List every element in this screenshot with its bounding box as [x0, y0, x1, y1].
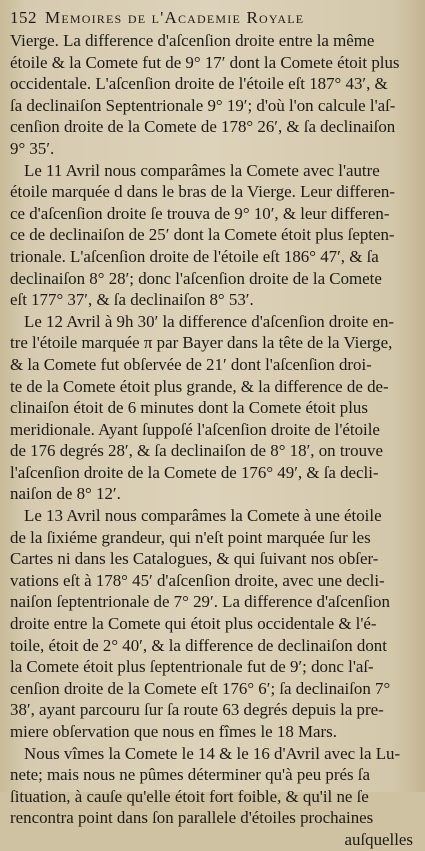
- text-line: cenſion droite de la Comete eſt 176° 6′; ſa declinaiſon 7°: [10, 678, 391, 698]
- text-line: naiſon de 8° 12′.: [10, 484, 121, 504]
- text-line: Le 11 Avril nous comparâmes la Comete avec l'autre: [24, 160, 380, 180]
- text-line: Cartes ni dans les Catalogues, & qui ſuivant nos obſer-: [10, 549, 379, 569]
- text-line: 38′, ayant parcouru ſur ſa route 63 degrés depuis la pre-: [10, 700, 384, 720]
- text-line: l'aſcenſion droite de la Comete de 176° 49′, & ſa decli-: [10, 462, 379, 482]
- text-line: cenſion droite de la Comete de 178° 26′, & ſa declinaiſon: [10, 117, 396, 137]
- text-line: ſituation, à cauſe qu'elle étoit fort foible, & qu'il ne ſe: [10, 786, 369, 806]
- text-line: ce de declinaiſon de 25′ dont la Comete étoit plus ſepten-: [10, 225, 395, 245]
- text-line: rencontra point dans ſon parallele d'étoiles prochaines: [10, 808, 374, 828]
- text-line: de la ſixiéme grandeur, qui n'eſt point marquée ſur les: [10, 527, 371, 547]
- page-header: [10, 8, 413, 28]
- text-line: te de la Comete étoit plus grande, & la difference de de-: [10, 376, 389, 396]
- text-line: Le 12 Avril à 9h 30′ la difference d'aſcenſion droite en-: [24, 311, 395, 331]
- text-line: étoile & la Comete fut de 9° 17′ dont la Comete étoit plus: [10, 52, 400, 72]
- text-line: de 176 degrés 28′, & ſa declinaiſon de 8° 18′, on trouve: [10, 441, 383, 461]
- catchword: auſquelles: [344, 829, 413, 849]
- text-line: étoile marquée d dans le bras de la Vierge. Leur differen-: [10, 182, 395, 202]
- text-line: Le 13 Avril nous comparâmes la Comete à une étoile: [24, 506, 382, 526]
- text-line: droite entre la Comete qui étoit plus occidentale & l'é-: [10, 614, 377, 634]
- text-line: tre l'étoile marquée π par Bayer dans la tête de la Vierge,: [10, 333, 393, 353]
- text-line: toile, étoit de 2° 40′, & la difference de declinaiſon dont: [10, 635, 387, 655]
- text-line: naiſon ſeptentrionale de 7° 29′. La difference d'aſcenſion: [10, 592, 390, 612]
- text-line: Vierge. La difference d'aſcenſion droite entre la même: [10, 31, 375, 50]
- running-title: Memoires de l'Academie Royale: [45, 8, 305, 27]
- text-line: declinaiſon 8° 28′; donc l'aſcenſion droite de la Comete: [10, 268, 382, 288]
- body-text: [10, 30, 413, 829]
- text-line: clinaiſon étoit de 6 minutes dont la Comete étoit plus: [10, 398, 368, 418]
- text-line: vations eſt à 178° 45′ d'aſcenſion droite, avec une decli-: [10, 570, 385, 590]
- text-line: la Comete étoit plus ſeptentrionale fut de 9′; donc l'aſ-: [10, 657, 374, 677]
- text-line: Nous vîmes la Comete le 14 & le 16 d'Avril avec la Lu-: [24, 743, 401, 763]
- text-line: trionale. L'aſcenſion droite de l'étoile eſt 186° 47′, & ſa: [10, 246, 379, 266]
- page-number: 152: [10, 8, 37, 27]
- text-line: & la Comete fut obſervée de 21′ dont l'aſcenſion droi-: [10, 354, 372, 374]
- text-line: ce d'aſcenſion droite ſe trouva de 9° 10′, & leur differen-: [10, 203, 390, 223]
- text-line: ſa declinaiſon Septentrionale 9° 19′; d'où l'on calcule l'aſ-: [10, 95, 396, 115]
- text-line: miere obſervation que nous en fîmes le 18 Mars.: [10, 722, 337, 741]
- text-line: nete; mais nous ne pûmes déterminer qu'à peu prés ſa: [10, 765, 370, 785]
- text-line: meridionale. Ayant ſuppoſé l'aſcenſion droite de l'étoile: [10, 419, 380, 439]
- text-line: 9° 35′.: [10, 138, 55, 158]
- text-line: occidentale. L'aſcenſion droite de l'étoile eſt 187° 43′, &: [10, 74, 388, 94]
- text-line: eſt 177° 37′, & ſa declinaiſon 8° 53′.: [10, 290, 254, 310]
